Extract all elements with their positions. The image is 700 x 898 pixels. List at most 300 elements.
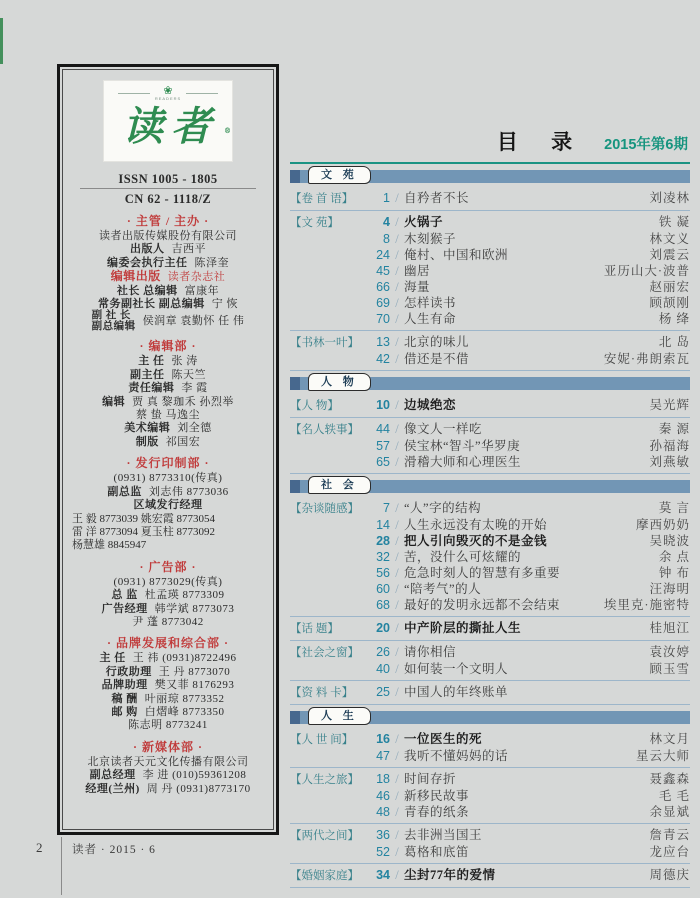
masthead-value: 贾 真 黎珈禾 孙烈举 xyxy=(132,395,234,408)
masthead-line xyxy=(68,436,268,449)
masthead-line xyxy=(68,311,268,332)
masthead-line xyxy=(68,693,268,706)
staff-directory xyxy=(68,214,268,796)
toc-article-title: 一位医生的死 xyxy=(404,732,483,746)
toc-page-number: 1 xyxy=(383,191,390,205)
toc-page-number: 25 xyxy=(376,685,390,699)
section-tab: 文 苑 xyxy=(308,166,371,184)
toc-entry-row xyxy=(290,661,690,677)
toc-group xyxy=(290,618,690,641)
toc-article-title: “人”字的结构 xyxy=(404,501,482,515)
toc-entry-row xyxy=(290,279,690,295)
toc-article-title: 中产阶层的撕扯人生 xyxy=(404,621,522,635)
toc-article-title: “陪考气”的人 xyxy=(404,582,482,596)
toc-entry-row xyxy=(290,644,690,661)
masthead-value: 宁 恢 xyxy=(211,298,238,311)
masthead-line xyxy=(68,243,268,256)
masthead-value: 周 丹 (0931)8773170 xyxy=(146,782,251,795)
toc-author: 孙福海 xyxy=(649,439,690,453)
toc-slash: / xyxy=(395,868,399,882)
toc-entry-row xyxy=(290,311,690,327)
toc-entry-row xyxy=(290,731,690,748)
toc-page-number: 42 xyxy=(376,352,390,366)
masthead-line xyxy=(68,756,268,769)
toc-slash: / xyxy=(395,215,399,229)
toc-author: 林文义 xyxy=(649,232,690,246)
masthead-value: 读者出版传媒股份有限公司 xyxy=(99,230,237,242)
toc-page-number: 48 xyxy=(376,805,390,819)
toc-slash: / xyxy=(395,422,399,436)
section-tab: 人 物 xyxy=(308,373,371,391)
toc-author: 安妮·弗朗索瓦 xyxy=(603,352,690,366)
toc-category: 【 书林一叶 】 xyxy=(290,335,364,351)
toc-article-title: 海量 xyxy=(404,280,431,294)
toc-slash: / xyxy=(395,645,399,659)
toc-article-title: 人生永远没有太晚的开始 xyxy=(404,518,548,532)
toc-article-title: 葛格和底笛 xyxy=(404,845,470,859)
masthead-label: 副主任 xyxy=(130,368,165,381)
toc-page-number: 44 xyxy=(376,422,390,436)
toc-category: 【 人生之旅 】 xyxy=(290,772,364,788)
toc-article-title: 中国人的年终账单 xyxy=(404,685,509,699)
toc-page-number: 10 xyxy=(376,398,390,412)
table-of-contents xyxy=(290,122,690,889)
toc-group xyxy=(290,498,690,617)
toc-author: 聂鑫森 xyxy=(649,772,690,786)
toc-category: 【 资 料 卡 】 xyxy=(290,685,364,701)
toc-page-number: 57 xyxy=(376,439,390,453)
masthead-value: 杨慧雄 8845947 xyxy=(72,539,147,552)
toc-author: 星云大师 xyxy=(635,749,690,763)
masthead-line xyxy=(68,472,268,485)
registered-mark: ® xyxy=(224,126,231,135)
toc-entry-row xyxy=(290,454,690,470)
toc-entry-row xyxy=(290,581,690,597)
masthead-value: 蔡 蛰 马逸尘 xyxy=(136,409,200,422)
toc-page-number: 18 xyxy=(376,772,390,786)
toc-article-title: 危急时刻人的智慧有多重要 xyxy=(404,566,561,580)
toc-page-number: 32 xyxy=(376,550,390,564)
folio-divider xyxy=(61,837,62,895)
toc-entry-row xyxy=(290,771,690,788)
toc-slash: / xyxy=(395,828,399,842)
toc-entry-row xyxy=(290,565,690,581)
toc-page-number: 34 xyxy=(376,868,390,882)
section-bar xyxy=(290,377,690,390)
toc-group xyxy=(290,332,690,371)
masthead-label: 责任编辑 xyxy=(128,382,175,395)
toc-author: 杨 绛 xyxy=(658,312,690,326)
masthead-label: 副总监 xyxy=(107,485,142,498)
masthead-label: 副 社 长 副总编辑 xyxy=(91,310,136,332)
masthead-label: 副总经理 xyxy=(89,769,136,782)
masthead-label: 编辑 xyxy=(102,395,126,408)
masthead-label: 广告经理 xyxy=(101,602,148,615)
toc-author: 汪海明 xyxy=(649,582,690,596)
divider xyxy=(80,188,256,189)
masthead-label: 主 任 xyxy=(99,652,126,665)
toc-page-number: 70 xyxy=(376,312,390,326)
toc-slash: / xyxy=(395,534,399,548)
toc-author: 吴晓波 xyxy=(649,534,690,548)
toc-author: 周德庆 xyxy=(649,868,690,882)
masthead-label: 总 监 xyxy=(111,589,138,602)
toc-entry-row xyxy=(290,295,690,311)
masthead-line xyxy=(68,526,268,539)
section-bar-square xyxy=(290,377,300,390)
masthead-value: 叶丽琼 8773352 xyxy=(144,692,225,705)
toc-page-number: 66 xyxy=(376,280,390,294)
masthead-line xyxy=(68,409,268,422)
masthead-value: 王 毅 8773039 姚宏霞 8773054 xyxy=(72,512,215,525)
toc-group xyxy=(290,825,690,864)
toc-slash: / xyxy=(395,749,399,763)
section-bar-square xyxy=(290,711,300,724)
department-heading: · 发行印制部 · xyxy=(126,456,210,471)
department-heading: · 品牌发展和综合部 · xyxy=(106,636,229,651)
toc-page-number: 56 xyxy=(376,566,390,580)
toc-article-title: 怎样读书 xyxy=(404,296,457,310)
toc-author: 刘震云 xyxy=(649,248,690,262)
toc-category: 【 卷 首 语 】 xyxy=(290,191,364,207)
toc-category: 【 话 题 】 xyxy=(290,621,364,637)
section-bar-square xyxy=(290,170,300,183)
toc-author: 龙应台 xyxy=(649,845,690,859)
toc-entry-row xyxy=(290,844,690,860)
masthead-value: 陈志明 8773241 xyxy=(128,719,208,732)
masthead-value: 李 霞 xyxy=(181,382,208,395)
masthead-line xyxy=(68,652,268,665)
toc-article-title: 苦，没什么可炫耀的 xyxy=(404,550,522,564)
toc-author: 袁汝婷 xyxy=(649,645,690,659)
toc-entry-row xyxy=(290,827,690,844)
masthead-label: 出版人 xyxy=(130,243,165,256)
masthead-line xyxy=(68,576,268,589)
folio-issue-text: 读者 · 2015 · 6 xyxy=(72,844,156,856)
toc-article-title: 新移民故事 xyxy=(404,789,470,803)
toc-title: 目 录 xyxy=(496,130,587,154)
toc-slash: / xyxy=(395,598,399,612)
toc-article-title: 像文人一样吃 xyxy=(404,422,483,436)
logo-characters: 读者 ® xyxy=(117,101,219,153)
masthead-value: 白熠峰 8773350 xyxy=(144,705,225,718)
issue-label: 2015年第6期 xyxy=(604,137,688,153)
toc-author: 余 点 xyxy=(658,550,690,564)
department-heading: · 新媒体部 · xyxy=(132,739,203,754)
toc-article-title: 人生有命 xyxy=(404,312,457,326)
masthead-label: 邮 购 xyxy=(111,705,138,718)
logo-ornament xyxy=(118,86,218,101)
toc-page-number: 69 xyxy=(376,296,390,310)
masthead-box xyxy=(57,64,279,835)
issn-number: ISSN 1005 - 1805 xyxy=(118,172,218,186)
toc-category: 【 人 世 间 】 xyxy=(290,732,364,748)
toc-slash: / xyxy=(395,685,399,699)
toc-entry-row xyxy=(290,438,690,454)
toc-body xyxy=(290,170,690,888)
toc-article-title: 如何装一个文明人 xyxy=(404,662,509,676)
toc-entry-row xyxy=(290,684,690,701)
toc-author: 毛 毛 xyxy=(658,789,690,803)
toc-article-title: 青春的纸条 xyxy=(404,805,470,819)
toc-author: 余显斌 xyxy=(649,805,690,819)
toc-article-title: 侯宝林“智斗”华罗庚 xyxy=(404,439,521,453)
toc-page-number: 65 xyxy=(376,455,390,469)
toc-article-title: 北京的味儿 xyxy=(404,335,470,349)
toc-entry-row xyxy=(290,549,690,565)
department-heading: · 广告部 · xyxy=(139,559,197,574)
masthead-line xyxy=(68,666,268,679)
toc-slash: / xyxy=(395,621,399,635)
toc-author: 摩西奶奶 xyxy=(635,518,690,532)
toc-article-title: 边城绝恋 xyxy=(404,398,457,412)
masthead-value: 祁国宏 xyxy=(165,435,201,448)
toc-slash: / xyxy=(395,662,399,676)
toc-author: 秦 源 xyxy=(658,422,690,436)
masthead-value: 王 祎 (0931)8722496 xyxy=(132,652,237,665)
toc-entry-row xyxy=(290,351,690,367)
masthead-label: 社长 总编辑 xyxy=(116,284,178,297)
toc-article-title: 幽居 xyxy=(404,264,431,278)
toc-slash: / xyxy=(395,789,399,803)
toc-article-title: 尘封77年的爱情 xyxy=(404,868,496,882)
masthead-label: 稿 酬 xyxy=(111,692,138,705)
toc-page-number: 26 xyxy=(376,645,390,659)
toc-page-number: 52 xyxy=(376,845,390,859)
toc-group xyxy=(290,419,690,474)
toc-entry-row xyxy=(290,788,690,804)
toc-article-title: 请你相信 xyxy=(404,645,457,659)
masthead-line xyxy=(68,422,268,435)
toc-article-title: 时间存折 xyxy=(404,772,457,786)
masthead-line xyxy=(68,769,268,782)
toc-article-title: 俺村、中国和欧洲 xyxy=(404,248,509,262)
masthead-line xyxy=(68,369,268,382)
toc-slash: / xyxy=(395,455,399,469)
toc-page-number: 16 xyxy=(376,732,390,746)
toc-page-number: 40 xyxy=(376,662,390,676)
toc-entry-row xyxy=(290,517,690,533)
toc-slash: / xyxy=(395,280,399,294)
toc-author: 吴光辉 xyxy=(649,398,690,412)
toc-slash: / xyxy=(395,296,399,310)
masthead-value: 雷 洋 8773094 夏玉柱 8773092 xyxy=(72,525,215,538)
toc-slash: / xyxy=(395,232,399,246)
masthead-line xyxy=(68,783,268,796)
masthead-value: 读者杂志社 xyxy=(167,271,226,284)
toc-article-title: 借还是不借 xyxy=(404,352,470,366)
masthead-value: 刘志伟 8773036 xyxy=(148,485,229,498)
masthead-label: 主 任 xyxy=(138,355,165,368)
toc-entry-row xyxy=(290,263,690,279)
toc-slash: / xyxy=(395,845,399,859)
toc-entry-row xyxy=(290,748,690,764)
masthead-value: 杜孟瑛 8773309 xyxy=(144,589,225,602)
toc-page-number: 36 xyxy=(376,828,390,842)
toc-article-title: 自矜者不长 xyxy=(404,191,470,205)
masthead-line xyxy=(68,270,268,284)
toc-page-number: 13 xyxy=(376,335,390,349)
toc-article-title: 去非洲当国王 xyxy=(404,828,483,842)
toc-author: 顾玉雪 xyxy=(649,662,690,676)
toc-entry-row xyxy=(290,334,690,351)
toc-author: 埃里克·施密特 xyxy=(603,598,690,612)
toc-entry-row xyxy=(290,397,690,414)
toc-slash: / xyxy=(395,352,399,366)
toc-group xyxy=(290,682,690,705)
toc-page-number: 45 xyxy=(376,264,390,278)
masthead-line xyxy=(68,719,268,732)
folio-page-number: 2 xyxy=(36,840,43,855)
masthead-label: 行政助理 xyxy=(105,665,152,678)
masthead-value: 吉西平 xyxy=(171,243,206,256)
toc-slash: / xyxy=(395,582,399,596)
toc-slash: / xyxy=(395,550,399,564)
toc-article-title: 木刻猴子 xyxy=(404,232,457,246)
toc-group xyxy=(290,769,690,824)
toc-header xyxy=(290,122,690,164)
masthead-label: 品牌助理 xyxy=(101,679,148,692)
section-bar-square xyxy=(290,480,300,493)
toc-author: 桂旭江 xyxy=(649,621,690,635)
masthead-line xyxy=(68,589,268,602)
toc-entry-row xyxy=(290,533,690,549)
toc-entry-row xyxy=(290,500,690,517)
toc-author: 赵丽宏 xyxy=(649,280,690,294)
toc-category: 【 名人轶事 】 xyxy=(290,422,364,438)
toc-entry-row xyxy=(290,214,690,231)
toc-page-number: 7 xyxy=(383,501,390,515)
toc-slash: / xyxy=(395,518,399,532)
toc-article-title: 我听不懂妈妈的话 xyxy=(404,749,509,763)
masthead-value: 陈天竺 xyxy=(171,368,206,381)
section-tab: 人 生 xyxy=(308,707,371,725)
magazine-logo xyxy=(104,81,232,161)
toc-author: 刘燕敏 xyxy=(649,455,690,469)
section-bar xyxy=(290,480,690,493)
section-tab: 社 会 xyxy=(308,476,371,494)
section-bar xyxy=(290,170,690,183)
toc-slash: / xyxy=(395,398,399,412)
toc-group xyxy=(290,395,690,418)
toc-category: 【 社会之窗 】 xyxy=(290,645,364,661)
toc-page-number: 24 xyxy=(376,248,390,262)
masthead-line xyxy=(68,355,268,368)
masthead-line xyxy=(68,679,268,692)
masthead-value: 刘全德 xyxy=(177,422,212,435)
toc-slash: / xyxy=(395,248,399,262)
masthead-label: 经理(兰州) xyxy=(85,782,140,795)
toc-author: 铁 凝 xyxy=(658,215,690,229)
issn-block xyxy=(80,171,256,207)
toc-slash: / xyxy=(395,501,399,515)
toc-page-number: 47 xyxy=(376,749,390,763)
toc-slash: / xyxy=(395,264,399,278)
masthead-line xyxy=(68,285,268,298)
toc-author: 刘凌林 xyxy=(649,191,690,205)
masthead-line xyxy=(68,499,268,512)
masthead-value: (0931) 8773029(传真) xyxy=(113,575,223,588)
toc-entry-row xyxy=(290,867,690,884)
masthead-line xyxy=(68,396,268,409)
masthead-value: (0931) 8773310(传真) xyxy=(113,472,223,485)
toc-entry-row xyxy=(290,190,690,207)
department-heading: · 主管 / 主办 · xyxy=(126,214,210,228)
toc-slash: / xyxy=(395,439,399,453)
toc-page-number: 20 xyxy=(376,621,390,635)
toc-entry-row xyxy=(290,247,690,263)
toc-group xyxy=(290,865,690,888)
toc-page-number: 8 xyxy=(383,232,390,246)
toc-author: 亚历山大·波普 xyxy=(603,264,690,278)
masthead-line xyxy=(68,603,268,616)
toc-article-title: 滑稽大师和心理医生 xyxy=(404,455,522,469)
toc-entry-row xyxy=(290,421,690,438)
masthead-line xyxy=(68,486,268,499)
masthead-value: 尹 蓬 8773042 xyxy=(132,615,204,628)
toc-slash: / xyxy=(395,732,399,746)
toc-group xyxy=(290,188,690,211)
toc-page-number: 46 xyxy=(376,789,390,803)
toc-category: 【 人 物 】 xyxy=(290,398,364,414)
toc-entry-row xyxy=(290,231,690,247)
masthead-label: 常务副社长 副总编辑 xyxy=(98,298,205,311)
toc-entry-row xyxy=(290,804,690,820)
masthead-label: 编委会执行主任 xyxy=(107,256,188,269)
toc-author: 林文月 xyxy=(649,732,690,746)
toc-page-number: 14 xyxy=(376,518,390,532)
masthead-value: 陈泽奎 xyxy=(194,256,229,269)
masthead-label: 制版 xyxy=(135,435,159,448)
toc-slash: / xyxy=(395,805,399,819)
toc-slash: / xyxy=(395,566,399,580)
masthead-label: 编辑出版 xyxy=(110,269,161,284)
toc-entry-row xyxy=(290,597,690,613)
section-bar xyxy=(290,711,690,724)
toc-slash: / xyxy=(395,191,399,205)
flower-icon: ❀ xyxy=(163,84,173,97)
toc-slash: / xyxy=(395,772,399,786)
toc-author: 钟 布 xyxy=(658,566,690,580)
toc-author: 莫 言 xyxy=(658,501,690,515)
masthead-value: 韩学斌 8773073 xyxy=(154,602,235,615)
toc-article-title: 最好的发明永远都不会结束 xyxy=(404,598,561,612)
masthead-value: 北京读者天元文化传播有限公司 xyxy=(87,755,249,768)
masthead-line xyxy=(68,539,268,552)
toc-page-number: 60 xyxy=(376,582,390,596)
toc-article-title: 火锅子 xyxy=(404,215,444,229)
masthead-value: 富康年 xyxy=(184,284,220,297)
toc-group xyxy=(290,729,690,768)
toc-entry-row xyxy=(290,620,690,637)
toc-category: 【 文 苑 】 xyxy=(290,215,364,231)
masthead-value: 王 丹 8773070 xyxy=(158,665,231,678)
logo-readers-text: READERS xyxy=(154,96,182,101)
toc-slash: / xyxy=(395,335,399,349)
toc-author: 顾颉刚 xyxy=(649,296,690,310)
masthead-value: 侯润章 袁勤怀 任 伟 xyxy=(142,315,245,328)
toc-author: 北 岛 xyxy=(658,335,690,349)
toc-category: 【 杂谈随感 】 xyxy=(290,501,364,517)
department-heading: · 编辑部 · xyxy=(139,339,197,354)
toc-page-number: 28 xyxy=(376,534,390,548)
masthead-line xyxy=(68,706,268,719)
toc-group xyxy=(290,642,690,681)
masthead-line xyxy=(68,257,268,270)
scan-edge-artifact xyxy=(0,18,3,64)
masthead-label: 美术编辑 xyxy=(124,422,171,435)
masthead-value: 李 进 (010)59361208 xyxy=(142,769,247,782)
